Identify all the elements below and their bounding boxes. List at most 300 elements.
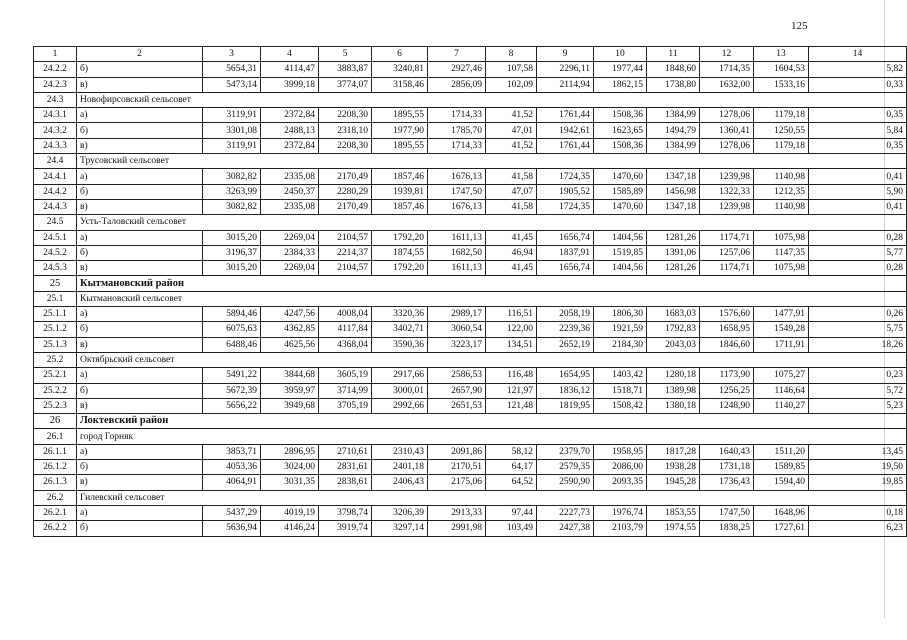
table-cell: 0,23 — [809, 368, 907, 383]
table-cell: 41,58 — [486, 169, 537, 184]
row-code: 24.5.1 — [34, 230, 77, 245]
table-cell: 5894,46 — [203, 307, 261, 322]
table-cell: 3301,08 — [203, 123, 261, 138]
row-label: а) — [77, 505, 203, 520]
table-cell: 0,41 — [809, 169, 907, 184]
table-cell: 0,41 — [809, 199, 907, 214]
table-cell: 2401,18 — [372, 460, 428, 475]
row-label: б) — [77, 383, 203, 398]
table-cell: 2989,17 — [428, 307, 486, 322]
tariff-table — [33, 46, 907, 537]
table-cell: 4247,56 — [261, 307, 319, 322]
row-code: 24.5.2 — [34, 245, 77, 260]
table-cell: 0,28 — [809, 261, 907, 276]
table-cell: 1714,33 — [428, 108, 486, 123]
table-cell: 47,01 — [486, 123, 537, 138]
table-cell: 5491,22 — [203, 368, 261, 383]
table-cell: 1640,43 — [700, 444, 754, 459]
table-cell: 2091,86 — [428, 444, 486, 459]
table-cell: 1533,16 — [754, 77, 809, 92]
table-cell: 2372,84 — [261, 138, 319, 153]
table-cell: 1977,44 — [594, 62, 647, 77]
table-cell: 1278,06 — [700, 108, 754, 123]
table-cell: 1280,18 — [647, 368, 700, 383]
table-cell: 19,50 — [809, 460, 907, 475]
table-cell: 1942,61 — [537, 123, 594, 138]
table-cell: 4625,56 — [261, 337, 319, 352]
row-code: 26.2.1 — [34, 505, 77, 520]
table-cell: 1648,96 — [754, 505, 809, 520]
table-row — [34, 460, 907, 475]
table-cell: 3060,54 — [428, 322, 486, 337]
table-row — [34, 77, 907, 92]
district-name: Локтевский район — [77, 414, 907, 429]
table-row — [34, 169, 907, 184]
table-cell: 1611,13 — [428, 230, 486, 245]
table-cell: 2927,46 — [428, 62, 486, 77]
table-cell: 5,75 — [809, 322, 907, 337]
table-cell: 5672,39 — [203, 383, 261, 398]
table-cell: 2214,37 — [319, 245, 372, 260]
row-code: 25 — [34, 276, 77, 291]
table-cell: 2586,53 — [428, 368, 486, 383]
table-cell: 2227,73 — [537, 505, 594, 520]
table-cell: 107,58 — [486, 62, 537, 77]
table-cell: 3240,81 — [372, 62, 428, 77]
table-cell: 1404,56 — [594, 261, 647, 276]
table-cell: 1632,00 — [700, 77, 754, 92]
table-cell: 4362,85 — [261, 322, 319, 337]
table-cell: 5636,94 — [203, 521, 261, 536]
table-cell: 1846,60 — [700, 337, 754, 352]
table-cell: 2280,29 — [319, 184, 372, 199]
table-cell: 6,23 — [809, 521, 907, 536]
table-cell: 2043,03 — [647, 337, 700, 352]
table-cell: 2450,37 — [261, 184, 319, 199]
table-cell: 2239,36 — [537, 322, 594, 337]
row-label: а) — [77, 169, 203, 184]
table-cell: 116,51 — [486, 307, 537, 322]
table-cell: 2114,94 — [537, 77, 594, 92]
section-heading-row — [34, 490, 907, 505]
table-cell: 3320,36 — [372, 307, 428, 322]
table-cell: 2208,30 — [319, 108, 372, 123]
table-cell: 4053,36 — [203, 460, 261, 475]
table-cell: 1470,60 — [594, 199, 647, 214]
column-header: 9 — [537, 47, 594, 62]
table-row — [34, 199, 907, 214]
table-cell: 1347,18 — [647, 199, 700, 214]
row-label: в) — [77, 475, 203, 490]
table-cell: 1976,74 — [594, 505, 647, 520]
column-header: 4 — [261, 47, 319, 62]
column-header: 3 — [203, 47, 261, 62]
table-cell: 1853,55 — [647, 505, 700, 520]
table-cell: 3158,46 — [372, 77, 428, 92]
table-cell: 2579,35 — [537, 460, 594, 475]
section-heading-row — [34, 429, 907, 444]
table-cell: 1239,98 — [700, 199, 754, 214]
table-cell: 3015,20 — [203, 261, 261, 276]
table-row — [34, 444, 907, 459]
table-body — [34, 62, 907, 536]
table-cell: 2310,43 — [372, 444, 428, 459]
table-cell: 1384,99 — [647, 108, 700, 123]
row-code: 26.1.2 — [34, 460, 77, 475]
table-cell: 3919,74 — [319, 521, 372, 536]
table-cell: 0,26 — [809, 307, 907, 322]
table-cell: 103,49 — [486, 521, 537, 536]
row-label: б) — [77, 460, 203, 475]
table-cell: 1747,50 — [700, 505, 754, 520]
settlement-name: Усть-Таловский сельсовет — [77, 215, 907, 230]
table-cell: 1250,55 — [754, 123, 809, 138]
table-cell: 3119,91 — [203, 138, 261, 153]
table-cell: 1589,85 — [754, 460, 809, 475]
table-cell: 2406,43 — [372, 475, 428, 490]
row-code: 24.4 — [34, 154, 77, 169]
row-label: б) — [77, 62, 203, 77]
table-row — [34, 108, 907, 123]
table-cell: 1239,98 — [700, 169, 754, 184]
table-cell: 1656,74 — [537, 230, 594, 245]
column-header: 12 — [700, 47, 754, 62]
table-cell: 1921,59 — [594, 322, 647, 337]
table-row — [34, 337, 907, 352]
column-header: 7 — [428, 47, 486, 62]
row-code: 26.1 — [34, 429, 77, 444]
settlement-name: город Горняк — [77, 429, 907, 444]
column-header: 1 — [34, 47, 77, 62]
district-name: Кытмановский район — [77, 276, 907, 291]
table-cell: 1494,79 — [647, 123, 700, 138]
table-cell: 2086,00 — [594, 460, 647, 475]
table-cell: 3082,82 — [203, 169, 261, 184]
row-label: в) — [77, 398, 203, 413]
table-cell: 47,07 — [486, 184, 537, 199]
table-row — [34, 368, 907, 383]
table-cell: 3223,17 — [428, 337, 486, 352]
table-cell: 2208,30 — [319, 138, 372, 153]
row-code: 25.2 — [34, 352, 77, 367]
settlement-name: Гилевский сельсовет — [77, 490, 907, 505]
table-cell: 2917,66 — [372, 368, 428, 383]
table-cell: 3798,74 — [319, 505, 372, 520]
table-cell: 121,48 — [486, 398, 537, 413]
row-code: 26.2 — [34, 490, 77, 505]
table-cell: 1508,42 — [594, 398, 647, 413]
table-cell: 0,35 — [809, 138, 907, 153]
table-cell: 3844,68 — [261, 368, 319, 383]
row-code: 24.2.3 — [34, 77, 77, 92]
table-cell: 18,26 — [809, 337, 907, 352]
table-row — [34, 521, 907, 536]
table-cell: 1075,27 — [754, 368, 809, 383]
table-cell: 41,45 — [486, 261, 537, 276]
table-cell: 41,52 — [486, 108, 537, 123]
table-cell: 1278,06 — [700, 138, 754, 153]
table-row — [34, 505, 907, 520]
table-cell: 1848,60 — [647, 62, 700, 77]
section-heading-row — [34, 215, 907, 230]
table-cell: 3605,19 — [319, 368, 372, 383]
table-cell: 1147,35 — [754, 245, 809, 260]
table-cell: 1654,95 — [537, 368, 594, 383]
settlement-name: Кытмановский сельсовет — [77, 291, 907, 306]
table-cell: 64,17 — [486, 460, 537, 475]
table-cell: 3999,18 — [261, 77, 319, 92]
table-cell: 0,33 — [809, 77, 907, 92]
section-heading-row — [34, 92, 907, 107]
row-code: 24.3.3 — [34, 138, 77, 153]
table-cell: 1281,26 — [647, 230, 700, 245]
row-code: 25.2.3 — [34, 398, 77, 413]
table-cell: 4008,04 — [319, 307, 372, 322]
table-cell: 1656,74 — [537, 261, 594, 276]
table-cell: 0,18 — [809, 505, 907, 520]
column-header: 14 — [809, 47, 907, 62]
table-cell: 1958,95 — [594, 444, 647, 459]
table-cell: 3959,97 — [261, 383, 319, 398]
table-row — [34, 123, 907, 138]
table-cell: 5654,31 — [203, 62, 261, 77]
table-cell: 3705,19 — [319, 398, 372, 413]
table-cell: 2651,53 — [428, 398, 486, 413]
table-cell: 1857,46 — [372, 199, 428, 214]
table-cell: 1738,80 — [647, 77, 700, 92]
table-cell: 3402,71 — [372, 322, 428, 337]
table-cell: 1836,12 — [537, 383, 594, 398]
table-cell: 2170,51 — [428, 460, 486, 475]
table-cell: 3297,14 — [372, 521, 428, 536]
table-cell: 2657,90 — [428, 383, 486, 398]
table-cell: 1403,42 — [594, 368, 647, 383]
row-code: 24.4.3 — [34, 199, 77, 214]
table-cell: 1576,60 — [700, 307, 754, 322]
table-cell: 1623,65 — [594, 123, 647, 138]
table-cell: 5,77 — [809, 245, 907, 260]
table-cell: 1792,83 — [647, 322, 700, 337]
table-cell: 1179,18 — [754, 108, 809, 123]
row-label: в) — [77, 138, 203, 153]
table-cell: 1905,52 — [537, 184, 594, 199]
row-code: 25.1.2 — [34, 322, 77, 337]
table-cell: 1761,44 — [537, 108, 594, 123]
table-cell: 3196,37 — [203, 245, 261, 260]
row-code: 26 — [34, 414, 77, 429]
row-code: 25.2.2 — [34, 383, 77, 398]
table-cell: 1549,28 — [754, 322, 809, 337]
table-cell: 1508,36 — [594, 108, 647, 123]
table-cell: 2269,04 — [261, 261, 319, 276]
table-cell: 2372,84 — [261, 108, 319, 123]
row-label: б) — [77, 521, 203, 536]
table-row — [34, 398, 907, 413]
table-cell: 1977,90 — [372, 123, 428, 138]
row-code: 26.1.3 — [34, 475, 77, 490]
column-header: 6 — [372, 47, 428, 62]
table-cell: 1594,40 — [754, 475, 809, 490]
table-cell: 1146,64 — [754, 383, 809, 398]
table-cell: 1727,61 — [754, 521, 809, 536]
table-cell: 1389,98 — [647, 383, 700, 398]
table-cell: 1140,98 — [754, 199, 809, 214]
table-cell: 1819,95 — [537, 398, 594, 413]
table-cell: 1075,98 — [754, 261, 809, 276]
table-cell: 1676,13 — [428, 199, 486, 214]
table-cell: 3024,00 — [261, 460, 319, 475]
table-cell: 1212,35 — [754, 184, 809, 199]
table-cell: 1470,60 — [594, 169, 647, 184]
table-cell: 102,09 — [486, 77, 537, 92]
table-cell: 3015,20 — [203, 230, 261, 245]
settlement-name: Трусовский сельсовет — [77, 154, 907, 169]
table-cell: 1173,90 — [700, 368, 754, 383]
table-cell: 1519,85 — [594, 245, 647, 260]
table-cell: 3206,39 — [372, 505, 428, 520]
table-cell: 1862,15 — [594, 77, 647, 92]
table-cell: 1683,03 — [647, 307, 700, 322]
table-cell: 2104,57 — [319, 261, 372, 276]
table-cell: 2296,11 — [537, 62, 594, 77]
table-row — [34, 184, 907, 199]
table-cell: 1658,95 — [700, 322, 754, 337]
table-cell: 2384,33 — [261, 245, 319, 260]
table-cell: 122,00 — [486, 322, 537, 337]
table-cell: 3031,35 — [261, 475, 319, 490]
table-cell: 1792,20 — [372, 230, 428, 245]
table-cell: 1761,44 — [537, 138, 594, 153]
table-cell: 2838,61 — [319, 475, 372, 490]
table-cell: 2652,19 — [537, 337, 594, 352]
table-cell: 1140,98 — [754, 169, 809, 184]
table-cell: 3119,91 — [203, 108, 261, 123]
table-row — [34, 475, 907, 490]
settlement-name: Новофирсовский сельсовет — [77, 92, 907, 107]
table-cell: 1736,43 — [700, 475, 754, 490]
table-cell: 2170,49 — [319, 199, 372, 214]
table-cell: 2335,08 — [261, 169, 319, 184]
table-cell: 1724,35 — [537, 199, 594, 214]
table-cell: 4368,04 — [319, 337, 372, 352]
table-cell: 1806,30 — [594, 307, 647, 322]
row-code: 24.3 — [34, 92, 77, 107]
row-label: в) — [77, 77, 203, 92]
table-cell: 1857,46 — [372, 169, 428, 184]
table-cell: 5,90 — [809, 184, 907, 199]
table-cell: 1611,13 — [428, 261, 486, 276]
table-cell: 121,97 — [486, 383, 537, 398]
table-cell: 3853,71 — [203, 444, 261, 459]
district-heading-row — [34, 276, 907, 291]
section-heading-row — [34, 154, 907, 169]
row-label: а) — [77, 307, 203, 322]
table-cell: 41,45 — [486, 230, 537, 245]
table-cell: 1174,71 — [700, 261, 754, 276]
table-cell: 64,52 — [486, 475, 537, 490]
table-cell: 3000,01 — [372, 383, 428, 398]
row-label: в) — [77, 261, 203, 276]
table-cell: 1974,55 — [647, 521, 700, 536]
row-label: в) — [77, 337, 203, 352]
column-header: 13 — [754, 47, 809, 62]
table-row — [34, 261, 907, 276]
row-label: а) — [77, 108, 203, 123]
table-cell: 41,58 — [486, 199, 537, 214]
table-cell: 5473,14 — [203, 77, 261, 92]
section-heading-row — [34, 352, 907, 367]
table-cell: 2913,33 — [428, 505, 486, 520]
row-label: б) — [77, 184, 203, 199]
table-cell: 1714,35 — [700, 62, 754, 77]
row-label: б) — [77, 123, 203, 138]
table-cell: 13,45 — [809, 444, 907, 459]
table-cell: 5,72 — [809, 383, 907, 398]
table-cell: 1837,91 — [537, 245, 594, 260]
row-label: а) — [77, 230, 203, 245]
table-cell: 2103,79 — [594, 521, 647, 536]
table-cell: 41,52 — [486, 138, 537, 153]
table-cell: 1322,33 — [700, 184, 754, 199]
table-cell: 1895,55 — [372, 108, 428, 123]
table-cell: 1404,56 — [594, 230, 647, 245]
section-heading-row — [34, 291, 907, 306]
column-header: 8 — [486, 47, 537, 62]
table-cell: 4117,84 — [319, 322, 372, 337]
table-cell: 5,84 — [809, 123, 907, 138]
row-label: а) — [77, 444, 203, 459]
table-cell: 134,51 — [486, 337, 537, 352]
table-row — [34, 322, 907, 337]
table-cell: 1838,25 — [700, 521, 754, 536]
table-cell: 1895,55 — [372, 138, 428, 153]
row-code: 24.5.3 — [34, 261, 77, 276]
table-cell: 97,44 — [486, 505, 537, 520]
table-cell: 2590,90 — [537, 475, 594, 490]
table-cell: 5,23 — [809, 398, 907, 413]
column-header: 2 — [77, 47, 203, 62]
table-cell: 1938,28 — [647, 460, 700, 475]
column-header: 5 — [319, 47, 372, 62]
table-cell: 1518,71 — [594, 383, 647, 398]
table-cell: 1785,70 — [428, 123, 486, 138]
table-cell: 2488,13 — [261, 123, 319, 138]
table-cell: 1676,13 — [428, 169, 486, 184]
row-code: 24.4.1 — [34, 169, 77, 184]
row-code: 24.4.2 — [34, 184, 77, 199]
table-cell: 1792,20 — [372, 261, 428, 276]
table-cell: 2269,04 — [261, 230, 319, 245]
table-cell: 4114,47 — [261, 62, 319, 77]
table-cell: 1874,55 — [372, 245, 428, 260]
row-code: 24.2.2 — [34, 62, 77, 77]
table-row — [34, 245, 907, 260]
table-cell: 3590,36 — [372, 337, 428, 352]
table-row — [34, 230, 907, 245]
table-cell: 2896,95 — [261, 444, 319, 459]
settlement-name: Октябрьский сельсовет — [77, 352, 907, 367]
row-code: 24.5 — [34, 215, 77, 230]
table-cell: 1281,26 — [647, 261, 700, 276]
table-cell: 46,94 — [486, 245, 537, 260]
table-cell: 1179,18 — [754, 138, 809, 153]
table-header-row — [34, 47, 907, 62]
table-cell: 116,48 — [486, 368, 537, 383]
table-cell: 1140,27 — [754, 398, 809, 413]
table-cell: 3082,82 — [203, 199, 261, 214]
table-cell: 1945,28 — [647, 475, 700, 490]
table-cell: 3714,99 — [319, 383, 372, 398]
